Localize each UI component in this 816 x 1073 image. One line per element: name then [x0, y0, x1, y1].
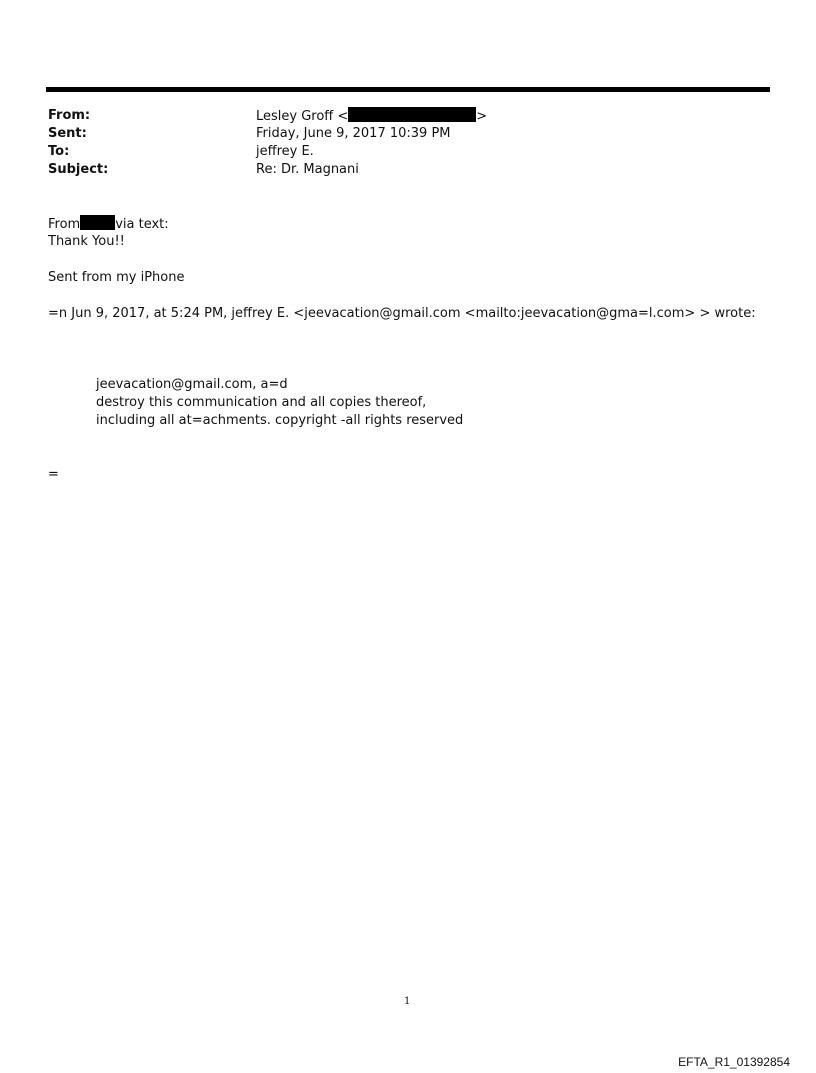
header-divider — [46, 87, 770, 92]
sent-label: Sent: — [48, 126, 87, 141]
from-name: Lesley Groff < — [256, 109, 349, 124]
subject-label: Subject: — [48, 162, 109, 177]
body-trailer: = — [48, 467, 59, 482]
to-label: To: — [48, 144, 70, 159]
quoted-line-2: destroy this communication and all copies thereof, — [96, 395, 427, 410]
page-number: 1 — [404, 996, 411, 1007]
via-text: via text: — [115, 217, 169, 232]
to-value: jeffrey E. — [256, 144, 314, 159]
body-line-from — [48, 215, 169, 234]
document-id: EFTA_R1_01392854 — [678, 1055, 790, 1069]
body-line-thanks: Thank You!! — [48, 234, 125, 249]
from-text: From — [48, 217, 81, 232]
subject-value: Re: Dr. Magnani — [256, 162, 359, 177]
from-label: From: — [48, 108, 91, 123]
body-line-signature: Sent from my iPhone — [48, 270, 185, 285]
quoted-line-3: including all at=achments. copyright -all rights reserved — [96, 413, 464, 428]
body-line-quote-header: =n Jun 9, 2017, at 5:24 PM, jeffrey E. <jeevacation@gmail.com <mailto:jeevacation@gma=l.com> > wrote: — [48, 306, 756, 321]
quoted-line-1: jeevacation@gmail.com, a=d — [96, 377, 288, 392]
redaction-box — [348, 107, 476, 122]
from-value — [256, 107, 487, 126]
sent-value: Friday, June 9, 2017 10:39 PM — [256, 126, 451, 141]
from-close: > — [476, 109, 488, 124]
redaction-box — [80, 215, 115, 230]
